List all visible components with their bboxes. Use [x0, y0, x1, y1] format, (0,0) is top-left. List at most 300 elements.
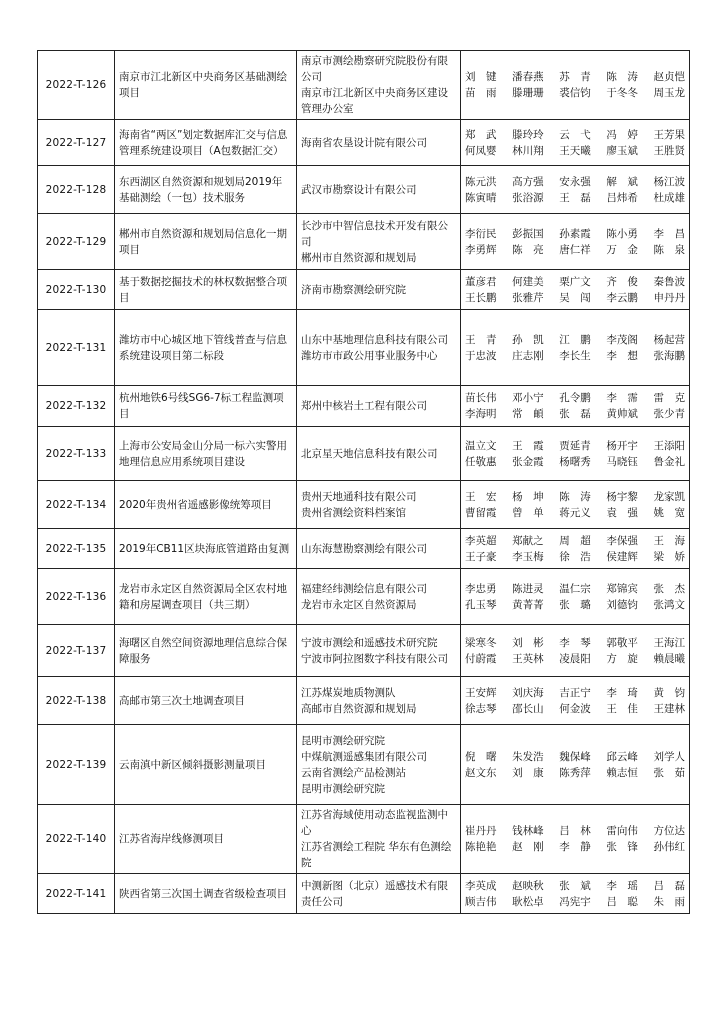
- team-member-name: 刘学人: [653, 750, 685, 763]
- team-members-cell: [461, 386, 690, 427]
- project-name: 郴州市自然资源和规划局信息化一期项目: [115, 214, 297, 270]
- project-name: 上海市公安局金山分局一标六实警用地理信息应用系统项目建设: [115, 427, 297, 481]
- team-member-name: 于忠波: [465, 349, 497, 362]
- team-member-name: 邓小宁: [512, 392, 544, 404]
- team-member-name: 云 弋: [559, 128, 591, 141]
- team-member-name: 秦鲁波: [653, 275, 685, 288]
- project-number: 2022-T-136: [38, 569, 115, 625]
- organization-name: 山东海慧勘察测绘有限公司: [301, 542, 427, 555]
- team-member-name: 赖晨曦: [653, 652, 685, 665]
- organization-name: 昆明市测绘研究院: [301, 734, 385, 747]
- organization-name: 江苏煤炭地质物测队: [301, 686, 396, 699]
- team-member-name: 马晓钰: [606, 455, 638, 468]
- team-member-name: 李保强: [606, 534, 638, 547]
- organization-name: 南京市江北新区中央商务区建设管理办公室: [301, 87, 448, 115]
- team-member-name: 王天曦: [559, 144, 591, 157]
- team-member-name: 刘庆海: [512, 686, 544, 699]
- team-member-name: 江 鹏: [559, 333, 591, 346]
- organizations-cell: [297, 166, 461, 214]
- table-row: [38, 51, 690, 120]
- team-member-name: 周 超: [559, 534, 591, 547]
- team-member-name: 王长鹏: [465, 291, 497, 304]
- organizations-cell: [297, 386, 461, 427]
- table-row: [38, 481, 690, 529]
- team-members-cell: [461, 427, 690, 481]
- team-member-name: 冯 婷: [606, 128, 638, 141]
- team-member-name: 王建林: [653, 702, 685, 715]
- team-member-name: 赵文东: [465, 766, 497, 779]
- team-member-name: 杜成雄: [653, 191, 685, 204]
- team-members-cell: [461, 214, 690, 270]
- team-members-line: [465, 85, 685, 101]
- organization-name: 贵州天地通科技有限公司: [301, 490, 417, 503]
- team-member-name: 孔令鹏: [559, 392, 591, 404]
- team-member-name: 陈 涛: [559, 490, 591, 503]
- team-member-name: 滕玲玲: [512, 128, 544, 141]
- team-member-name: 何金波: [559, 702, 591, 715]
- organizations-cell: [297, 51, 461, 120]
- team-member-name: 朱 雨: [653, 895, 685, 908]
- team-member-name: 贾延青: [559, 439, 591, 452]
- team-member-name: 张雅芹: [512, 291, 544, 304]
- team-member-name: 李 静: [559, 841, 591, 853]
- team-member-name: 李长生: [559, 349, 591, 362]
- organizations-cell: [297, 270, 461, 310]
- team-member-name: 高方强: [512, 175, 544, 188]
- team-member-name: 何建美: [512, 275, 544, 288]
- team-member-name: 吕 聪: [606, 895, 638, 908]
- organizations-cell: [297, 214, 461, 270]
- team-member-name: 苗 雨: [465, 87, 497, 99]
- team-members-line: [465, 823, 685, 839]
- team-member-name: 赵映秋: [512, 879, 544, 892]
- table-row: [38, 386, 690, 427]
- team-member-name: 李 霈: [606, 392, 638, 404]
- team-member-name: 耿松卓: [512, 895, 544, 908]
- team-members-cell: [461, 270, 690, 310]
- table-row: [38, 427, 690, 481]
- team-member-name: 陈秀萍: [559, 766, 591, 779]
- team-member-name: 王 霞: [512, 439, 544, 452]
- organization-name: 宁波市阿拉图数字科技有限公司: [301, 652, 448, 665]
- organization-name: 南京市测绘勘察研究院股份有限公司: [301, 55, 448, 83]
- team-member-name: 张 锋: [606, 841, 638, 853]
- organization-name: 长沙市中智信息技术开发有限公司: [301, 219, 448, 248]
- organization-name: 山东中基地理信息科技有限公司: [301, 333, 448, 346]
- team-member-name: 吕 磊: [653, 879, 685, 892]
- organization-name: 昆明市测绘研究院: [301, 782, 385, 795]
- project-number: 2022-T-132: [38, 386, 115, 427]
- table-row: [38, 625, 690, 677]
- awards-table: [37, 50, 690, 914]
- project-number: 2022-T-127: [38, 120, 115, 166]
- team-members-cell: [461, 874, 690, 914]
- table-row: [38, 677, 690, 725]
- organization-name: 龙岩市永定区自然资源局: [301, 598, 417, 611]
- team-member-name: 杨曙秀: [559, 455, 591, 468]
- team-members-line: [465, 635, 685, 651]
- organizations-cell: [297, 481, 461, 529]
- team-member-name: 曾 单: [512, 506, 544, 519]
- team-member-name: 安永强: [559, 175, 591, 188]
- team-member-name: 陈小勇: [606, 227, 638, 240]
- team-member-name: 齐 俊: [606, 275, 638, 288]
- project-name: 陕西省第三次国土调查省级检查项目: [115, 874, 297, 914]
- team-members-line: [465, 143, 685, 159]
- team-member-name: 王胜贤: [653, 144, 685, 157]
- team-members-cell: [461, 166, 690, 214]
- team-member-name: 李 昌: [653, 227, 685, 240]
- project-number: 2022-T-140: [38, 805, 115, 874]
- team-members-cell: [461, 725, 690, 805]
- team-member-name: 杨 坤: [512, 490, 544, 503]
- project-name: 江苏省海岸线修测项目: [115, 805, 297, 874]
- team-member-name: 张 斌: [559, 879, 591, 892]
- organizations-cell: [297, 310, 461, 386]
- team-member-name: 杨开宇: [606, 439, 638, 452]
- team-member-name: 徐 浩: [559, 550, 591, 563]
- team-member-name: 苗长伟: [465, 392, 497, 404]
- team-member-name: 廖玉斌: [606, 144, 638, 157]
- team-member-name: 钱林峰: [512, 825, 544, 837]
- team-member-name: 陈 涛: [606, 71, 638, 83]
- team-member-name: 邵长山: [512, 702, 544, 715]
- team-member-name: 朱发浩: [512, 750, 544, 763]
- team-member-name: 李玉梅: [512, 550, 544, 563]
- project-name: 海曙区自然空间资源地理信息综合保障服务: [115, 625, 297, 677]
- team-member-name: 张少青: [653, 408, 685, 420]
- project-name: 龙岩市永定区自然资源局全区农村地籍和房屋调查项目（共三期）: [115, 569, 297, 625]
- project-number: 2022-T-139: [38, 725, 115, 805]
- organizations-cell: [297, 677, 461, 725]
- project-number: 2022-T-128: [38, 166, 115, 214]
- team-member-name: 姚 宽: [653, 506, 685, 519]
- team-member-name: 王 海: [653, 534, 685, 547]
- team-member-name: 常 頔: [512, 408, 544, 420]
- team-members-cell: [461, 625, 690, 677]
- project-number: 2022-T-133: [38, 427, 115, 481]
- project-number: 2022-T-137: [38, 625, 115, 677]
- team-member-name: 吴 闯: [559, 291, 591, 304]
- organizations-cell: [297, 569, 461, 625]
- team-members-line: [465, 127, 685, 143]
- team-member-name: 李英成: [465, 879, 497, 892]
- team-member-name: 顾吉伟: [465, 895, 497, 908]
- project-name: 南京市江北新区中央商务区基础测绘项目: [115, 51, 297, 120]
- team-member-name: 张 璐: [559, 598, 591, 611]
- team-member-name: 王 宏: [465, 490, 497, 503]
- project-name: 高邮市第三次土地调查项目: [115, 677, 297, 725]
- table-row: [38, 166, 690, 214]
- team-member-name: 陈寅晴: [465, 191, 497, 204]
- project-number: 2022-T-134: [38, 481, 115, 529]
- team-member-name: 申丹丹: [653, 291, 685, 304]
- team-member-name: 李忠勇: [465, 582, 497, 595]
- team-members-cell: [461, 481, 690, 529]
- team-member-name: 张海鹏: [653, 349, 685, 362]
- project-name: 2020年贵州省遥感影像统筹项目: [115, 481, 297, 529]
- team-member-name: 徐志琴: [465, 702, 497, 715]
- team-member-name: 栗广文: [559, 275, 591, 288]
- table-row: [38, 120, 690, 166]
- team-members-line: [465, 274, 685, 290]
- team-member-name: 李 琴: [559, 636, 591, 649]
- team-member-name: 董彦君: [465, 275, 497, 288]
- team-members-line: [465, 894, 685, 910]
- organization-name: 海南省农垦设计院有限公司: [301, 136, 427, 149]
- organizations-cell: [297, 625, 461, 677]
- team-member-name: 杨宇黎: [606, 490, 638, 503]
- table-row: [38, 874, 690, 914]
- team-member-name: 赵 刚: [512, 841, 544, 853]
- team-member-name: 王 磊: [559, 191, 591, 204]
- table-row: [38, 805, 690, 874]
- project-name: 云南滇中新区倾斜摄影测量项目: [115, 725, 297, 805]
- team-member-name: 温仁宗: [559, 582, 591, 595]
- team-member-name: 滕珊珊: [512, 87, 544, 99]
- team-members-line: [465, 242, 685, 258]
- team-member-name: 杨江波: [653, 175, 685, 188]
- team-member-name: 林川翔: [512, 144, 544, 157]
- team-member-name: 黄菁菁: [512, 598, 544, 611]
- team-members-line: [465, 701, 685, 717]
- organization-name: 中煤航测遥感集团有限公司: [301, 750, 427, 763]
- table-row: [38, 569, 690, 625]
- team-member-name: 凌晨阳: [559, 652, 591, 665]
- table-row: [38, 270, 690, 310]
- team-member-name: 孙伟红: [653, 841, 685, 853]
- team-members-line: [465, 749, 685, 765]
- team-members-line: [465, 226, 685, 242]
- team-member-name: 任敬惠: [465, 455, 497, 468]
- team-member-name: 张鸿文: [653, 598, 685, 611]
- team-members-line: [465, 685, 685, 701]
- organization-name: 云南省测绘产品检测站: [301, 766, 406, 779]
- organization-name: 武汉市勘察设计有限公司: [301, 183, 417, 196]
- team-member-name: 张 茹: [653, 766, 685, 779]
- team-member-name: 李 想: [606, 349, 638, 362]
- team-member-name: 张浴源: [512, 191, 544, 204]
- team-member-name: 王 佳: [606, 702, 638, 715]
- team-members-line: [465, 406, 685, 422]
- organization-name: 宁波市测绘和遥感技术研究院: [301, 636, 438, 649]
- team-member-name: 周玉龙: [653, 87, 685, 99]
- project-name: 潍坊市中心城区地下管线普查与信息系统建设项目第二标段: [115, 310, 297, 386]
- team-member-name: 张金霞: [512, 455, 544, 468]
- organization-name: 郴州市自然资源和规划局: [301, 251, 417, 264]
- team-member-name: 李勇辉: [465, 243, 497, 256]
- team-member-name: 刘 彬: [512, 636, 544, 649]
- team-member-name: 李英超: [465, 534, 497, 547]
- team-member-name: 李海明: [465, 408, 497, 420]
- organization-name: 江苏省测绘工程院 华东有色测绘院: [301, 841, 452, 869]
- organization-name: 潍坊市市政公用事业服务中心: [301, 349, 438, 362]
- team-members-line: [465, 581, 685, 597]
- team-member-name: 郑献之: [512, 534, 544, 547]
- organization-name: 郑州中核岩土工程有限公司: [301, 400, 427, 412]
- organization-name: 福建经纬测绘信息有限公司: [301, 582, 427, 595]
- project-number: 2022-T-131: [38, 310, 115, 386]
- team-member-name: 唐仁祥: [559, 243, 591, 256]
- team-member-name: 李 琦: [606, 686, 638, 699]
- team-member-name: 苏 青: [559, 71, 591, 83]
- organization-name: 高邮市自然资源和规划局: [301, 702, 417, 715]
- team-member-name: 方 旋: [606, 652, 638, 665]
- organizations-cell: [297, 529, 461, 569]
- team-members-line: [465, 505, 685, 521]
- team-members-line: [465, 765, 685, 781]
- team-member-name: 雷向伟: [606, 825, 638, 837]
- team-member-name: 彭振国: [512, 227, 544, 240]
- team-member-name: 郑锦宾: [606, 582, 638, 595]
- team-members-cell: [461, 529, 690, 569]
- team-member-name: 刘德钧: [606, 598, 638, 611]
- team-member-name: 解 斌: [606, 175, 638, 188]
- project-name: 基于数据挖掘技术的林权数据整合项目: [115, 270, 297, 310]
- table-row: [38, 310, 690, 386]
- team-member-name: 孔玉琴: [465, 598, 497, 611]
- organization-name: 北京星天地信息科技有限公司: [301, 447, 438, 460]
- team-member-name: 潘春燕: [512, 71, 544, 83]
- team-member-name: 梁寒冬: [465, 636, 497, 649]
- team-member-name: 黄帅斌: [606, 408, 638, 420]
- team-member-name: 崔丹丹: [465, 825, 497, 837]
- team-members-line: [465, 332, 685, 348]
- team-member-name: 于冬冬: [606, 87, 638, 99]
- team-member-name: 何凤婴: [465, 144, 497, 157]
- team-member-name: 吉正宁: [559, 686, 591, 699]
- table-row: [38, 529, 690, 569]
- team-members-line: [465, 174, 685, 190]
- team-member-name: 袁 强: [606, 506, 638, 519]
- team-member-name: 陈艳艳: [465, 841, 497, 853]
- team-members-line: [465, 549, 685, 565]
- team-member-name: 李云鹏: [606, 291, 638, 304]
- team-member-name: 李 瑶: [606, 879, 638, 892]
- team-members-line: [465, 597, 685, 613]
- organizations-cell: [297, 805, 461, 874]
- team-members-line: [465, 489, 685, 505]
- team-member-name: 孙素霞: [559, 227, 591, 240]
- team-member-name: 王英林: [512, 652, 544, 665]
- team-members-line: [465, 438, 685, 454]
- team-member-name: 吕 林: [559, 825, 591, 837]
- team-members-cell: [461, 51, 690, 120]
- team-member-name: 李衍民: [465, 227, 497, 240]
- team-member-name: 郭敬平: [606, 636, 638, 649]
- team-member-name: 王子豪: [465, 550, 497, 563]
- team-members-line: [465, 348, 685, 364]
- organizations-cell: [297, 725, 461, 805]
- team-members-line: [465, 290, 685, 306]
- team-members-cell: [461, 120, 690, 166]
- team-members-cell: [461, 805, 690, 874]
- project-number: 2022-T-126: [38, 51, 115, 120]
- team-member-name: 吕炜希: [606, 191, 638, 204]
- team-member-name: 方位达: [653, 825, 685, 837]
- team-member-name: 张 杰: [653, 582, 685, 595]
- team-member-name: 裘信钧: [559, 87, 591, 99]
- team-members-line: [465, 454, 685, 470]
- team-member-name: 梁 娇: [653, 550, 685, 563]
- team-members-cell: [461, 310, 690, 386]
- project-number: 2022-T-129: [38, 214, 115, 270]
- team-members-line: [465, 878, 685, 894]
- team-member-name: 龙家凯: [653, 490, 685, 503]
- project-name: 杭州地铁6号线SG6-7标工程监测项目: [115, 386, 297, 427]
- team-members-cell: [461, 677, 690, 725]
- project-name: 2019年CB11区块海底管道路由复测: [115, 529, 297, 569]
- organization-name: 济南市勘察测绘研究院: [301, 283, 406, 296]
- team-member-name: 陈 泉: [653, 243, 685, 256]
- team-member-name: 陈 亮: [512, 243, 544, 256]
- team-member-name: 曹留霞: [465, 506, 497, 519]
- organizations-cell: [297, 427, 461, 481]
- team-member-name: 孙 凯: [512, 333, 544, 346]
- team-members-line: [465, 190, 685, 206]
- team-member-name: 王 青: [465, 333, 497, 346]
- team-members-line: [465, 839, 685, 855]
- organization-name: 贵州省测绘资料档案馆: [301, 506, 406, 519]
- team-member-name: 赵贞恺: [653, 71, 685, 83]
- team-member-name: 刘 键: [465, 71, 497, 83]
- table-row: [38, 214, 690, 270]
- project-number: 2022-T-135: [38, 529, 115, 569]
- team-members-line: [465, 69, 685, 85]
- project-name: 东西湖区自然资源和规划局2019年基础测绘（一包）技术服务: [115, 166, 297, 214]
- team-member-name: 杨起营: [653, 333, 685, 346]
- team-member-name: 邱云峰: [606, 750, 638, 763]
- organizations-cell: [297, 874, 461, 914]
- team-members-line: [465, 533, 685, 549]
- awards-table-body: [38, 51, 690, 914]
- project-name: 海南省“两区”划定数据库汇交与信息管理系统建设项目（A包数据汇交）: [115, 120, 297, 166]
- team-member-name: 陈进灵: [512, 582, 544, 595]
- team-member-name: 陈元洪: [465, 175, 497, 188]
- team-members-cell: [461, 569, 690, 625]
- team-member-name: 万 金: [606, 243, 638, 256]
- team-members-line: [465, 651, 685, 667]
- team-member-name: 刘 康: [512, 766, 544, 779]
- team-member-name: 魏保峰: [559, 750, 591, 763]
- team-member-name: 黄 钧: [653, 686, 685, 699]
- organization-name: 江苏省海域使用动态监视监测中心: [301, 809, 448, 837]
- project-number: 2022-T-141: [38, 874, 115, 914]
- project-number: 2022-T-130: [38, 270, 115, 310]
- team-member-name: 王芳果: [653, 128, 685, 141]
- team-member-name: 雷 克: [653, 392, 685, 404]
- team-members-line: [465, 390, 685, 406]
- team-member-name: 蒋元义: [559, 506, 591, 519]
- team-member-name: 庄志刚: [512, 349, 544, 362]
- team-member-name: 王添阳: [653, 439, 685, 452]
- team-member-name: 冯宪宇: [559, 895, 591, 908]
- team-member-name: 王海江: [653, 636, 685, 649]
- team-member-name: 李茂阁: [606, 333, 638, 346]
- team-member-name: 王安辉: [465, 686, 497, 699]
- team-member-name: 付蔚霞: [465, 652, 497, 665]
- team-member-name: 侯建辉: [606, 550, 638, 563]
- team-member-name: 赖志恒: [606, 766, 638, 779]
- team-member-name: 温立文: [465, 439, 497, 452]
- team-member-name: 郑 武: [465, 128, 497, 141]
- project-number: 2022-T-138: [38, 677, 115, 725]
- team-member-name: 鲁金礼: [653, 455, 685, 468]
- organizations-cell: [297, 120, 461, 166]
- team-member-name: 张 磊: [559, 408, 591, 420]
- table-row: [38, 725, 690, 805]
- team-member-name: 倪 曙: [465, 750, 497, 763]
